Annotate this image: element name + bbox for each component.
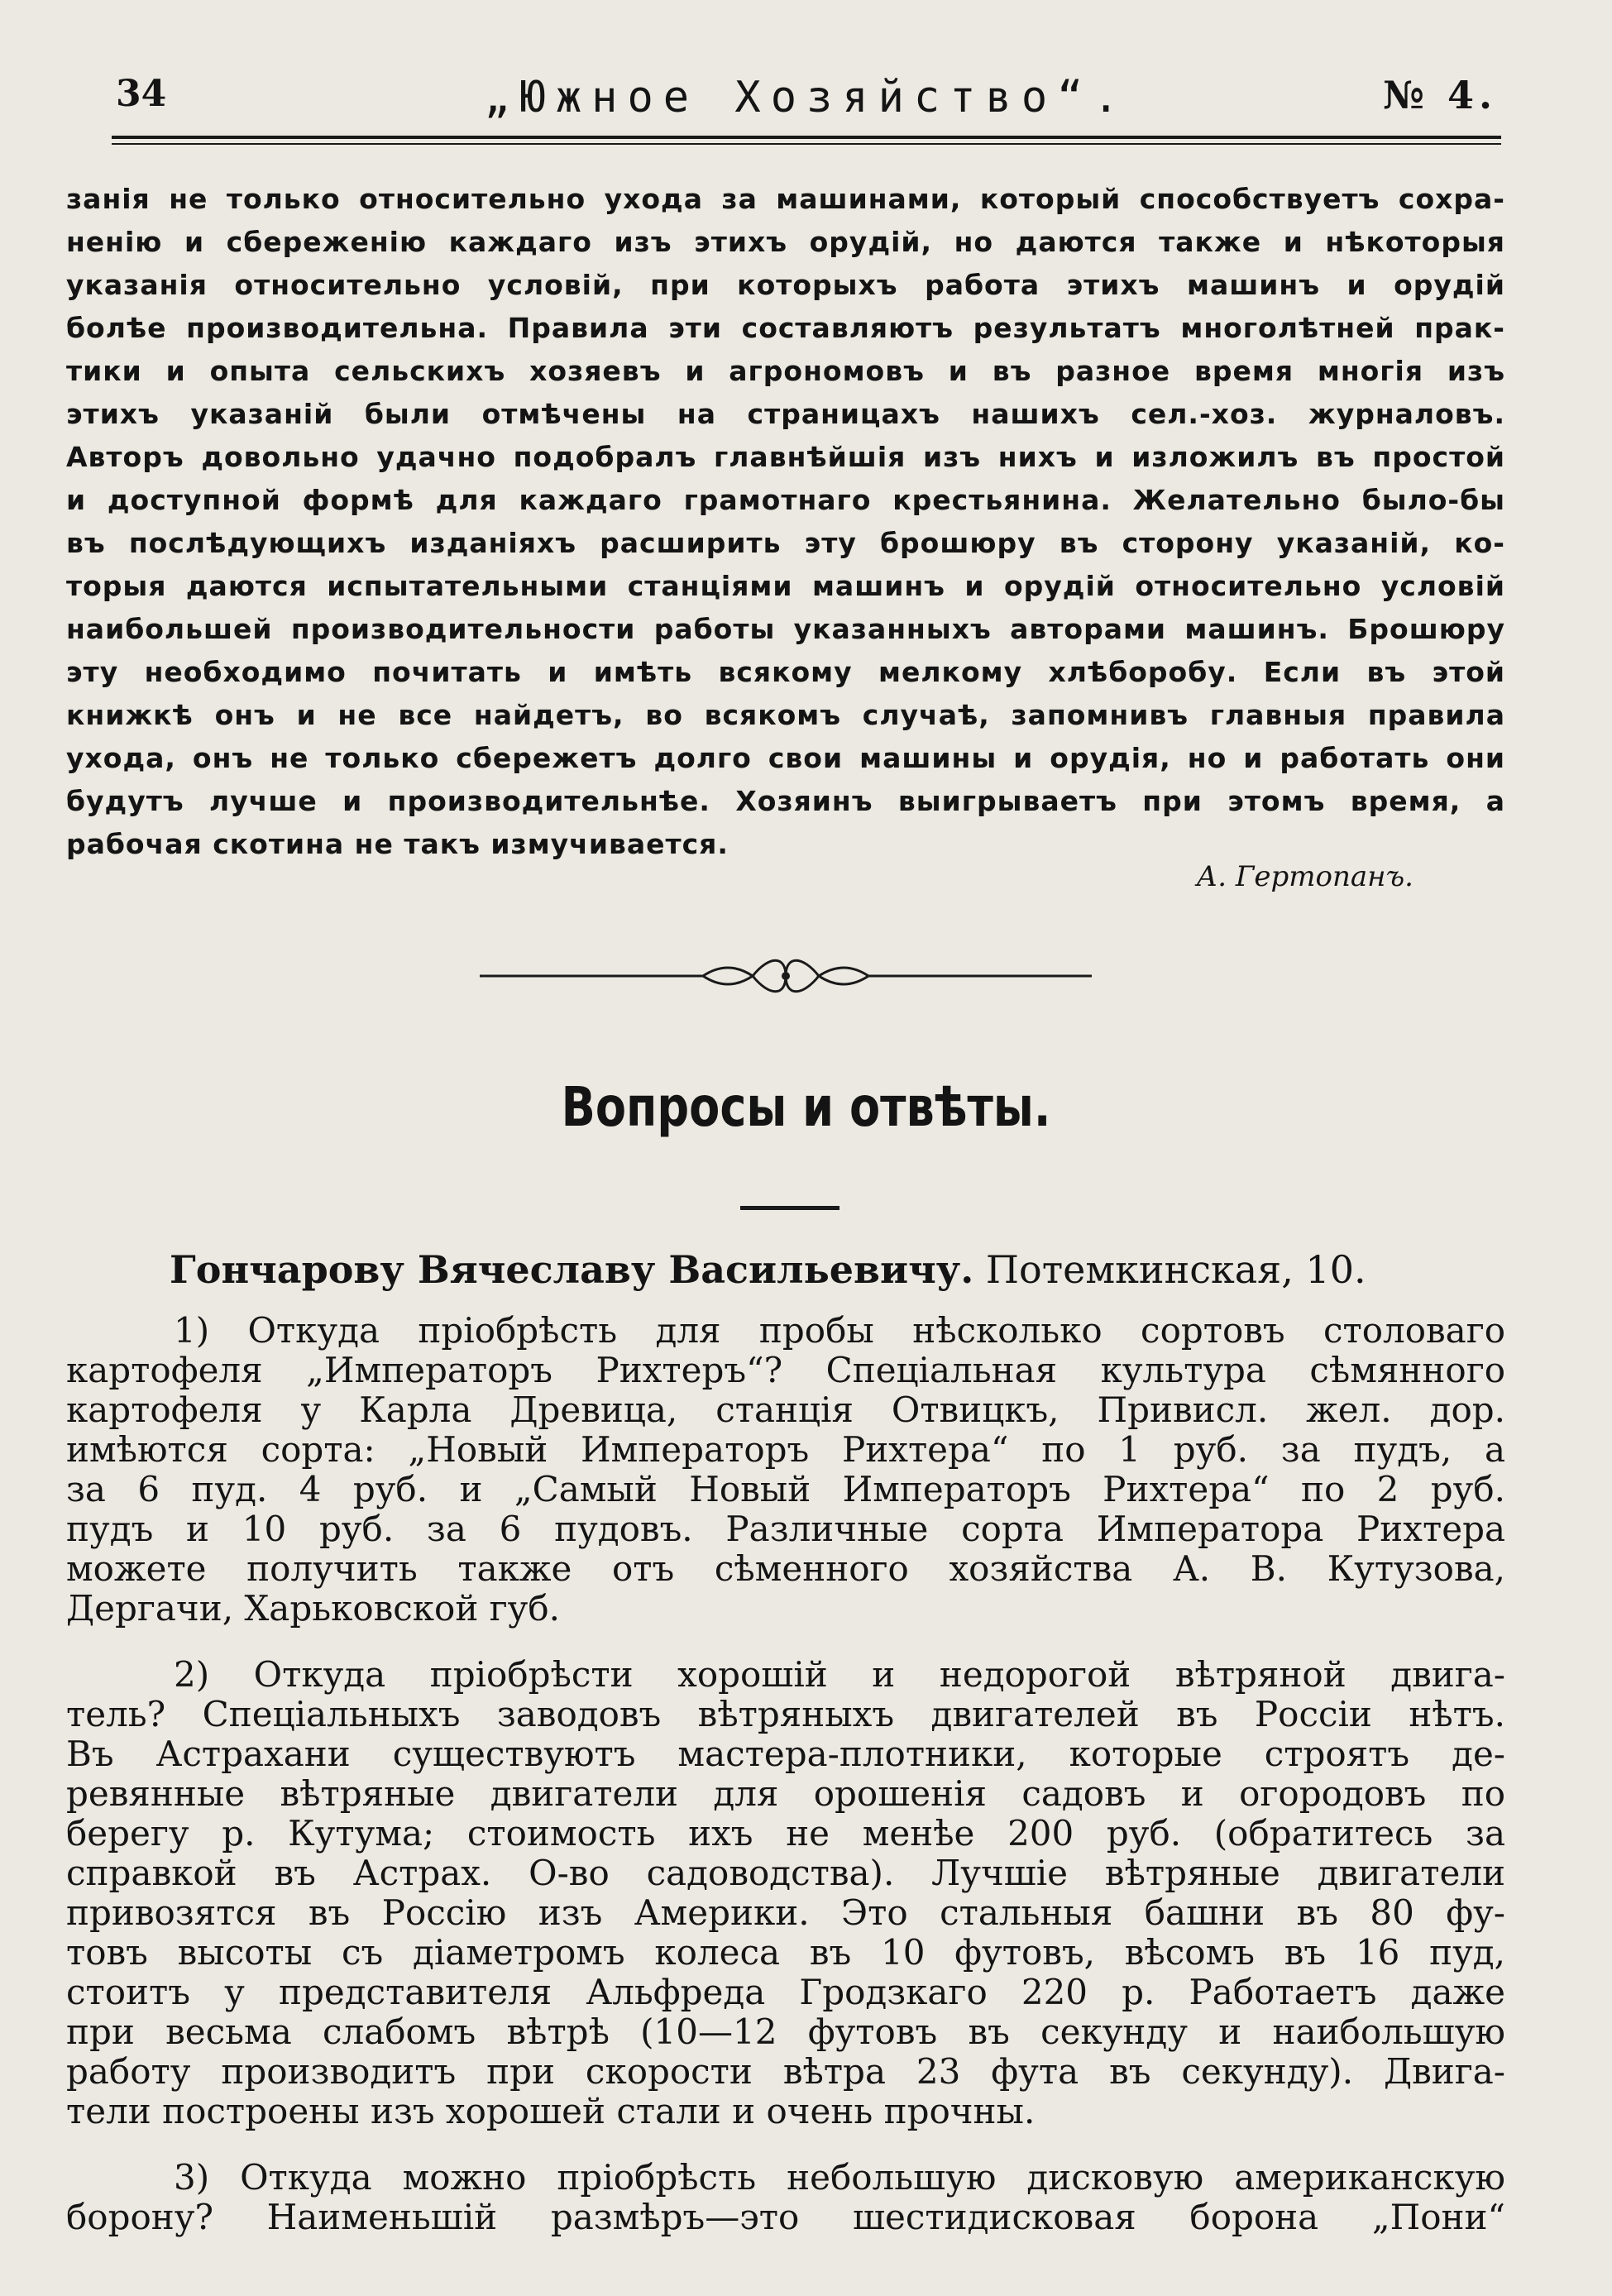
- running-header: [116, 73, 1497, 131]
- review-line: рабочая скотина не такъ измучивается.: [66, 828, 729, 860]
- page-number: 34: [116, 73, 167, 115]
- answer-line: работу производитъ при скорости вѣтра 23 фута въ секунду). Двига-: [66, 2052, 1505, 2092]
- answer-line: 3) Откуда можно пріобрѣсть небольшую дисковую американскую: [174, 2158, 1505, 2198]
- review-paragraph: [66, 178, 1505, 866]
- review-line: въ послѣдующихъ изданіяхъ расширить эту брошюру въ сторону указаній, ко-: [66, 527, 1505, 559]
- journal-title: „Южное Хозяйство“.: [484, 73, 1129, 122]
- answer-line: Въ Астрахани существуютъ мастера-плотники, которые строятъ де-: [66, 1734, 1505, 1774]
- answer-line: имѣются сорта: „Новый Императоръ Рихтера“ по 1 руб. за пудъ, а: [66, 1430, 1505, 1470]
- review-line: занія не только относительно ухода за машинами, который способствуетъ сохра-: [66, 183, 1505, 215]
- answer-line: можете получить также отъ сѣменного хозяйства А. В. Кутузова,: [66, 1549, 1505, 1589]
- answer-paragraph: [66, 1655, 1505, 2131]
- review-line: наибольшей производительности работы указанныхъ авторами машинъ. Брошюру: [66, 613, 1505, 645]
- review-line: указанія относительно условій, при которыхъ работа этихъ машинъ и орудій: [66, 269, 1505, 301]
- answer-line: пудъ и 10 руб. за 6 пудовъ. Различные сорта Императора Рихтера: [66, 1509, 1505, 1549]
- answer-line: Дергачи, Харьковской губ.: [66, 1589, 561, 1629]
- answer-line: привозятся въ Россію изъ Америки. Это стальныя башни въ 80 фу-: [66, 1893, 1505, 1933]
- review-line: эту необходимо почитать и имѣть всякому мелкому хлѣборобу. Если въ этой: [66, 656, 1505, 688]
- review-signature: А. Гертопанъ.: [1196, 860, 1413, 893]
- title-underline: [740, 1206, 839, 1210]
- answer-line: ревянные вѣтряные двигатели для орошенія садовъ и огородовъ по: [66, 1774, 1505, 1814]
- issue-number: № 4.: [1382, 73, 1497, 117]
- answer-line: стоитъ у представителя Альфреда Гродзкаго 220 р. Работаетъ даже: [66, 1973, 1505, 2012]
- review-line: тики и опыта сельскихъ хозяевъ и агрономовъ и въ разное время многія изъ: [66, 355, 1505, 387]
- review-line: ухода, онъ не только сбережетъ долго свои машины и орудія, но и работать они: [66, 742, 1505, 774]
- addressee-name: Гончарову Вячеславу Васильевичу.: [170, 1247, 974, 1292]
- answer-line: товъ высоты съ діаметромъ колеса въ 10 футовъ, вѣсомъ въ 16 пуд,: [66, 1933, 1505, 1973]
- review-line: болѣе производительна. Правила эти составляютъ результатъ многолѣтней прак-: [66, 312, 1505, 344]
- review-line: будутъ лучше и производительнѣе. Хозяинъ выигрываетъ при этомъ время, а: [66, 785, 1505, 817]
- answer-line: при весьма слабомъ вѣтрѣ (10—12 футовъ въ секунду и наибольшую: [66, 2012, 1505, 2052]
- answer-line: борону? Наименьшій размѣръ—это шестидисковая борона „Пони“: [66, 2198, 1505, 2237]
- header-rule-thick: [112, 136, 1501, 139]
- answers-list: [66, 1311, 1505, 2264]
- review-line: этихъ указаній были отмѣчены на страницахъ нашихъ сел.-хоз. журналовъ.: [66, 398, 1505, 430]
- answer-line: справкой въ Астрах. О-во садоводства). Лучшіе вѣтряные двигатели: [66, 1854, 1505, 1893]
- answer-line: картофеля „Императоръ Рихтеръ“? Спеціальная культура сѣмянного: [66, 1351, 1505, 1390]
- ornament-divider: [480, 951, 1092, 1001]
- review-line: и доступной формѣ для каждаго грамотнаго крестьянина. Желательно было-бы: [66, 484, 1505, 516]
- review-line: книжкѣ онъ и не все найдетъ, во всякомъ случаѣ, запомнивъ главныя правила: [66, 699, 1505, 731]
- answer-line: картофеля у Карла Древица, станція Отвицкъ, Привисл. жел. дор.: [66, 1390, 1505, 1430]
- addressee-address: Потемкинская, 10.: [985, 1247, 1366, 1292]
- answer-line: тель? Спеціальныхъ заводовъ вѣтряныхъ двигателей въ Россіи нѣтъ.: [66, 1695, 1505, 1734]
- answer-line: за 6 пуд. 4 руб. и „Самый Новый Императоръ Рихтера“ по 2 руб.: [66, 1470, 1505, 1509]
- addressee: [170, 1247, 1366, 1292]
- header-rule-thin: [112, 143, 1501, 145]
- answer-line: 1) Откуда пріобрѣсть для пробы нѣсколько сортовъ столоваго: [174, 1311, 1505, 1351]
- review-line: торыя даются испытательными станціями машинъ и орудій относительно условій: [66, 570, 1505, 602]
- section-title: Вопросы и отвѣты.: [561, 1075, 1051, 1139]
- answer-line: берегу р. Кутума; стоимость ихъ не менѣе 200 руб. (обратитесь за: [66, 1814, 1505, 1854]
- answer-line: 2) Откуда пріобрѣсти хорошій и недорогой вѣтряной двига-: [174, 1655, 1505, 1695]
- answer-line: тели построены изъ хорошей стали и очень прочны.: [66, 2092, 1036, 2131]
- review-line: Авторъ довольно удачно подобралъ главнѣйшія изъ нихъ и изложилъ въ простой: [66, 441, 1505, 473]
- answer-paragraph: [66, 1311, 1505, 1629]
- review-line: ненію и сбереженію каждаго изъ этихъ орудій, но даются также и нѣкоторыя: [66, 226, 1505, 258]
- answer-paragraph: [66, 2158, 1505, 2237]
